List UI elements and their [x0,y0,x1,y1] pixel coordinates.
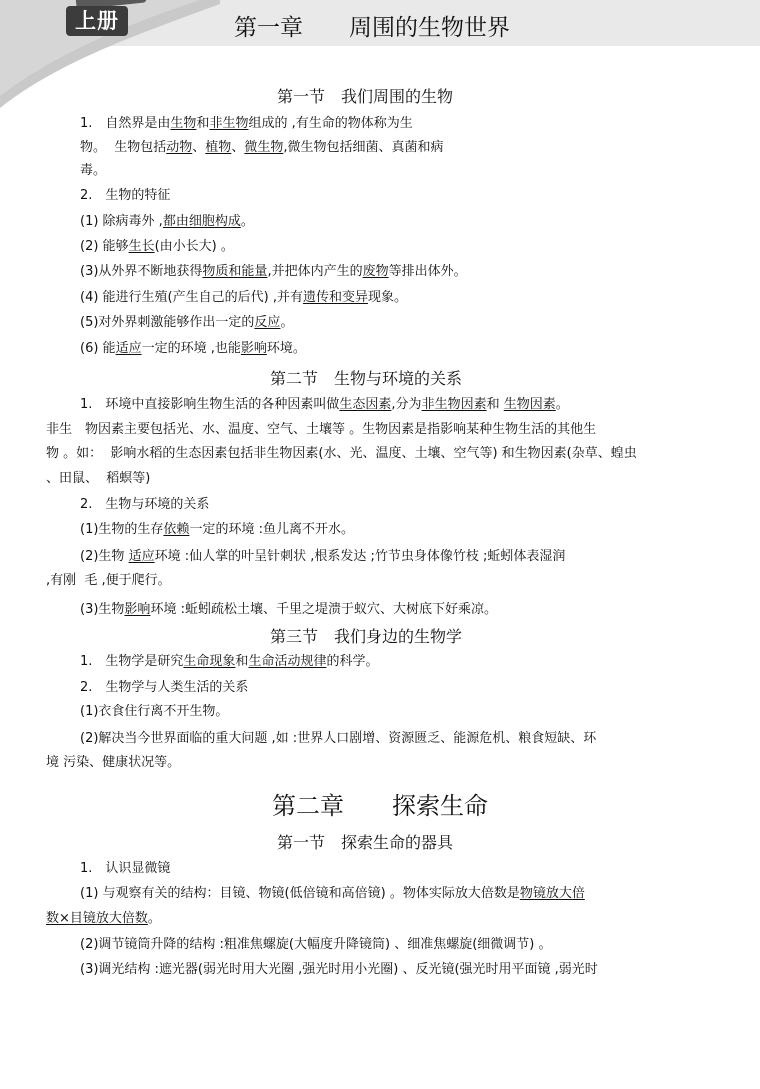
section-1-1-title: 第一节 我们周围的生物 [277,87,454,106]
section-1-2-title: 第二节 生物与环境的关系 [270,369,463,388]
paragraph-line: 1. 自然界是由生物和非生物组成的 ,有生命的物体称为生 [80,116,413,131]
section-1-3-title: 第三节 我们身边的生物学 [270,627,463,646]
paragraph-line: 非生 物因素主要包括光、水、温度、空气、土壤等 。生物因素是指影响某种生物生活的其他生 [46,422,597,437]
feature-line: (4) 能进行生殖(产生自己的后代) ,并有遗传和变异现象。 [80,290,407,305]
paragraph-line: 毒。 [80,163,107,178]
feature-line: (3)从外界不断地获得物质和能量,并把体内产生的废物等排出体外。 [80,264,467,279]
paragraph-line: 1. 认识显微镜 [80,861,171,876]
chapter-1-title: 第一章 周围的生物世界 [234,15,510,41]
paragraph-line: 2. 生物的特征 [80,188,171,203]
paragraph-line: 物 。如： 影响水稻的生态因素包括非生物因素(水、光、温度、土壤、空气等) 和生物因素(杂草、蝗虫 [46,446,637,461]
paragraph-line: (1) 与观察有关的结构：目镜、物镜(低倍镜和高倍镜) 。物体实际放大倍数是物镜放大倍 [80,886,585,901]
feature-line: (1) 除病毒外 ,都由细胞构成。 [80,214,254,229]
paragraph-line: 2. 生物与环境的关系 [80,497,210,512]
paragraph-line: 境 污染、健康状况等。 [46,755,181,770]
relation-line: (3)生物影响环境 :蚯蚓疏松土壤、千里之堤溃于蚁穴、大树底下好乘凉。 [80,602,497,617]
relation-line: ,有刚 毛 ,便于爬行。 [46,573,171,588]
paragraph-line: 1. 环境中直接影响生物生活的各种因素叫做生态因素,分为非生物因素和 生物因素。 [80,397,569,412]
relation-line: (2)生物 适应环境 :仙人掌的叶呈针刺状 ,根系发达 ;竹节虫身体像竹枝 ;蚯蚓体表湿润 [80,549,566,564]
volume-badge: 上册 [66,6,128,36]
paragraph-line: (2)调节镜筒升降的结构 :粗准焦螺旋(大幅度升降镜筒) 、细准焦螺旋(细微调节) 。 [80,937,552,952]
paragraph-line: (1)衣食住行离不开生物。 [80,704,229,719]
chapter-2-title: 第二章 探索生命 [272,792,488,820]
paragraph-line: (2)解决当今世界面临的重大问题 ,如 :世界人口剧增、资源匮乏、能源危机、粮食短缺、环 [80,731,597,746]
feature-line: (2) 能够生长(由小长大) 。 [80,239,234,254]
feature-line: (5)对外界刺激能够作出一定的反应。 [80,315,294,330]
section-2-1-title: 第一节 探索生命的器具 [277,833,454,852]
paragraph-line: (3)调光结构 :遮光器(弱光时用大光圈 ,强光时用小光圈) 、反光镜(强光时用平面镜 ,弱光时 [80,962,598,977]
paragraph-line: 2. 生物学与人类生活的关系 [80,680,249,695]
paragraph-line: 1. 生物学是研究生命现象和生命活动规律的科学。 [80,654,379,669]
paragraph-line: 、田鼠、 稻螟等) [46,471,151,486]
paragraph-line: 数×目镜放大倍数。 [46,911,161,926]
paragraph-line: 物。 生物包括动物、植物、微生物,微生物包括细菌、真菌和病 [80,140,444,155]
feature-line: (6) 能适应一定的环境 ,也能影响环境。 [80,341,306,356]
relation-line: (1)生物的生存依赖一定的环境 :鱼儿离不开水。 [80,522,354,537]
